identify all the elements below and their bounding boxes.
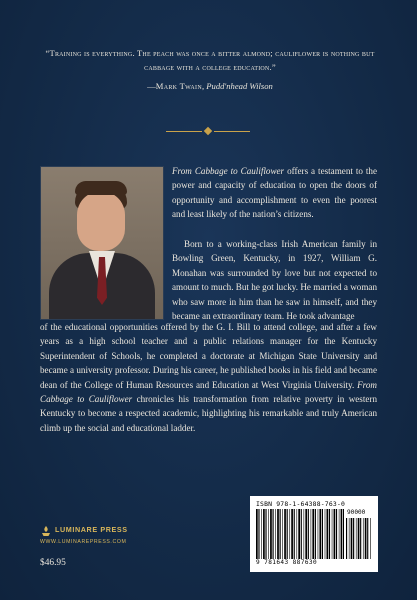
barcode-addon-number: 90000 bbox=[347, 509, 366, 516]
book-title: From Cabbage to Cauliflower bbox=[172, 166, 285, 176]
barcode-bars bbox=[256, 509, 344, 559]
blurb-paragraph-2: Born to a working-class Irish American family in Bowling Green, Kentucky, in 1927, William G. Monahan was surrounded by love but not expected to amount to much. But he got lucky. He married a woman who saw more in him than he saw in himself, and they became an extraordinary team. He took advantage bbox=[172, 239, 377, 322]
author-portrait bbox=[40, 166, 164, 320]
price: $46.95 bbox=[40, 558, 66, 568]
publisher-logo bbox=[40, 523, 180, 549]
book-title: From Cabbage to Cauliflower bbox=[40, 379, 377, 405]
blurb-text: chronicles his transformation from relative poverty in western Kentucky to become a respected academic, highlighting his remarkable and truly American climb up the social and educational ladder. bbox=[40, 394, 377, 433]
epigraph-quote: “Training is everything. The peach was once a bitter almond; cauliflower is nothing but cabbage with a college education.” bbox=[45, 48, 375, 72]
barcode-digits: 9 781643 887630 bbox=[256, 559, 318, 566]
addon-barcode-bars bbox=[346, 518, 372, 559]
blurb-text: of the educational opportunities offered by the G. I. Bill to attend college, and after a few years as a high school teacher and a public relations manager for the Kentucky Superintendent of Schools, he completed a doctorate at Michigan State University and became a university professor. During his career, he published books in his field and became dean of the College of Human Resources and Education at West Virginia University. bbox=[40, 322, 378, 390]
isbn-barcode bbox=[250, 496, 378, 572]
isbn-number: ISBN 978-1-64388-763-0 bbox=[256, 500, 346, 508]
blurb-text: offers a testament to the power and capacity of education to open the doors of opportunity and accomplishment to even the poorest and least likely of the nation’s citizens. bbox=[172, 166, 377, 220]
attribution-separator: , bbox=[201, 81, 207, 91]
blurb-paragraph-1 bbox=[172, 164, 377, 222]
epigraph-work: Pudd'nhead Wilson bbox=[206, 81, 273, 91]
publisher-website: WWW.LUMINAREPRESS.COM bbox=[40, 539, 127, 545]
epigraph-author: Mark Twain bbox=[155, 81, 202, 91]
epigraph-attribution bbox=[40, 80, 380, 92]
lamp-flame-icon bbox=[40, 525, 52, 537]
publisher-name: LUMINARE PRESS bbox=[55, 525, 128, 534]
diamond-ornament-icon bbox=[166, 128, 250, 134]
blurb-paragraph-3 bbox=[40, 320, 377, 435]
attribution-dash: — bbox=[147, 81, 156, 91]
